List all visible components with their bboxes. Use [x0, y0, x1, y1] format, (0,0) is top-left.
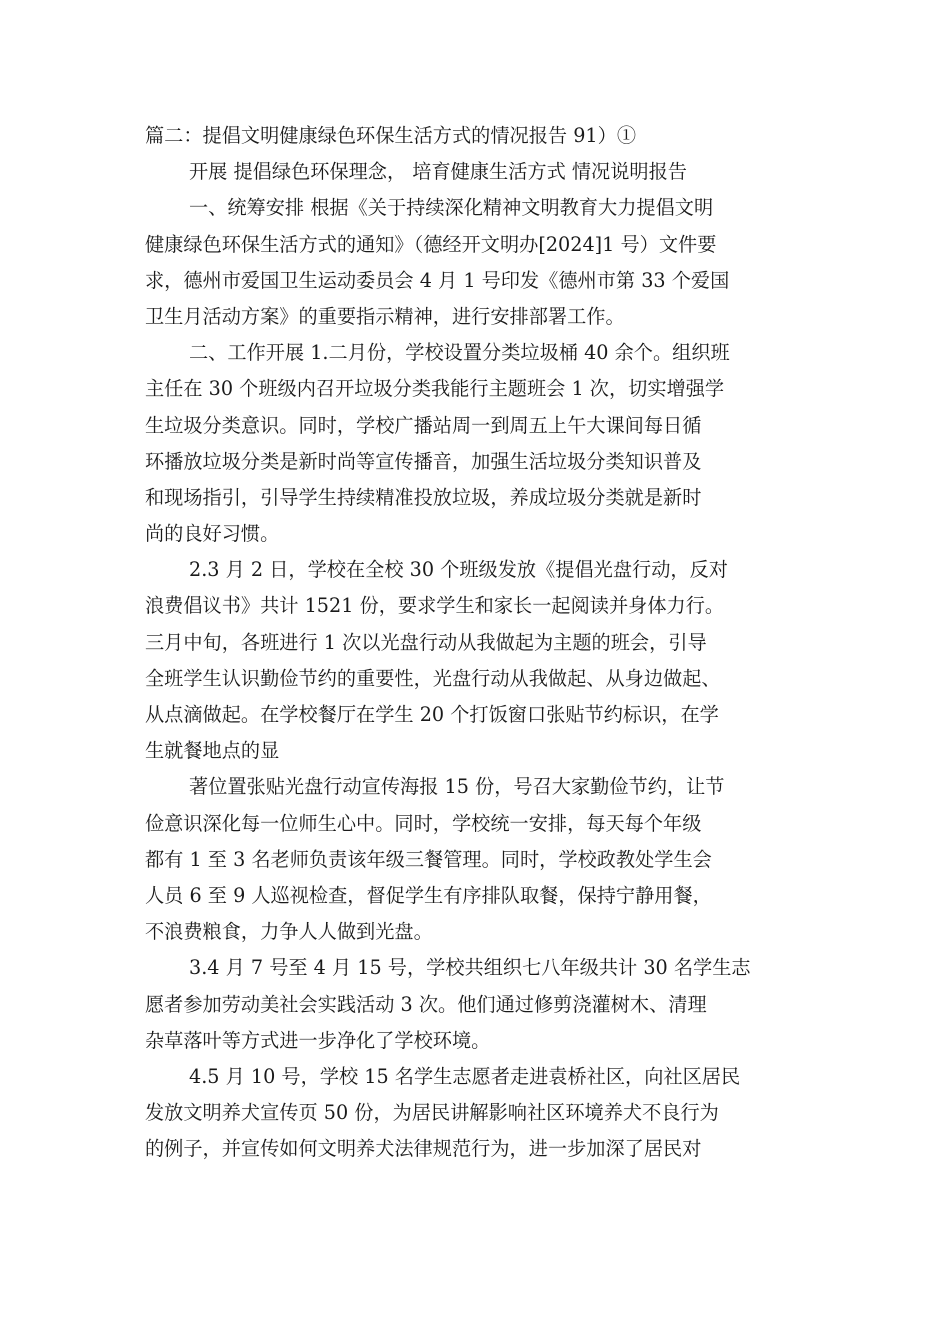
text-line: 的例子，并宣传如何文明养犬法律规范行为，进一步加深了居民对 [145, 1137, 702, 1161]
text-line: 开展 提倡绿色环保理念， 培育健康生活方式 情况说明报告 [189, 160, 687, 184]
text-line: 尚的良好习惯。 [145, 522, 280, 546]
text-line: 3.4 月 7 号至 4 月 15 号，学校共组织七八年级共计 30 名学生志 [189, 956, 751, 980]
text-line: 卫生月活动方案》的重要指示精神，进行安排部署工作。 [145, 304, 625, 328]
text-line: 4.5 月 10 号，学校 15 名学生志愿者走进袁桥社区，向社区居民 [189, 1064, 741, 1088]
text-line: 生垃圾分类意识。同时，学校广播站周一到周五上午大课间每日循 [145, 413, 702, 437]
text-line: 环播放垃圾分类是新时尚等宣传播音，加强生活垃圾分类知识普及 [145, 449, 702, 473]
text-line: 浪费倡议书》共计 1521 份，要求学生和家长一起阅读并身体力行。 [145, 594, 725, 618]
text-line: 愿者参加劳动美社会实践活动 3 次。他们通过修剪浇灌树木、清理 [145, 992, 707, 1016]
text-line: 人员 6 至 9 人巡视检查，督促学生有序排队取餐，保持宁静用餐， [145, 883, 712, 907]
text-line: 和现场指引，引导学生持续精准投放垃圾，养成垃圾分类就是新时 [145, 485, 702, 509]
text-line: 生就餐地点的显 [145, 739, 280, 763]
text-line: 主任在 30 个班级内召开垃圾分类我能行主题班会 1 次，切实增强学 [145, 377, 725, 401]
text-line: 三月中旬，各班进行 1 次以光盘行动从我做起为主题的班会，引导 [145, 630, 707, 654]
text-line: 2.3 月 2 日，学校在全校 30 个班级发放《提倡光盘行动，反对 [189, 558, 728, 582]
document-title: 篇二：提倡文明健康绿色环保生活方式的情况报告 91）① [145, 124, 637, 147]
text-line: 都有 1 至 3 名老师负责该年级三餐管理。同时，学校政教处学生会 [145, 847, 712, 871]
text-line: 求，德州市爱国卫生运动委员会 4 月 1 号印发《德州市第 33 个爱国 [145, 268, 730, 292]
text-line: 杂草落叶等方式进一步净化了学校环境。 [145, 1028, 491, 1052]
text-line: 不浪费粮食，力争人人做到光盘。 [145, 920, 433, 944]
text-line: 俭意识深化每一位师生心中。同时，学校统一安排，每天每个年级 [145, 811, 702, 835]
document-body [145, 118, 805, 1167]
text-line: 健康绿色环保生活方式的通知》（德经开文明办[2024]1 号）文件要 [145, 232, 717, 256]
text-line: 从点滴做起。在学校餐厅在学生 20 个打饭窗口张贴节约标识，在学 [145, 703, 719, 726]
text-line: 著位置张贴光盘行动宣传海报 15 份，号召大家勤俭节约，让节 [189, 775, 725, 799]
text-line: 发放文明养犬宣传页 50 份，为居民讲解影响社区环境养犬不良行为 [145, 1101, 719, 1125]
text-line: 全班学生认识勤俭节约的重要性，光盘行动从我做起、从身边做起、 [145, 666, 721, 690]
text-line: 二、工作开展 1.二月份，学校设置分类垃圾桶 40 余个。组织班 [189, 341, 730, 365]
text-line: 一、统筹安排 根据《关于持续深化精神文明教育大力提倡文明 [189, 196, 714, 220]
